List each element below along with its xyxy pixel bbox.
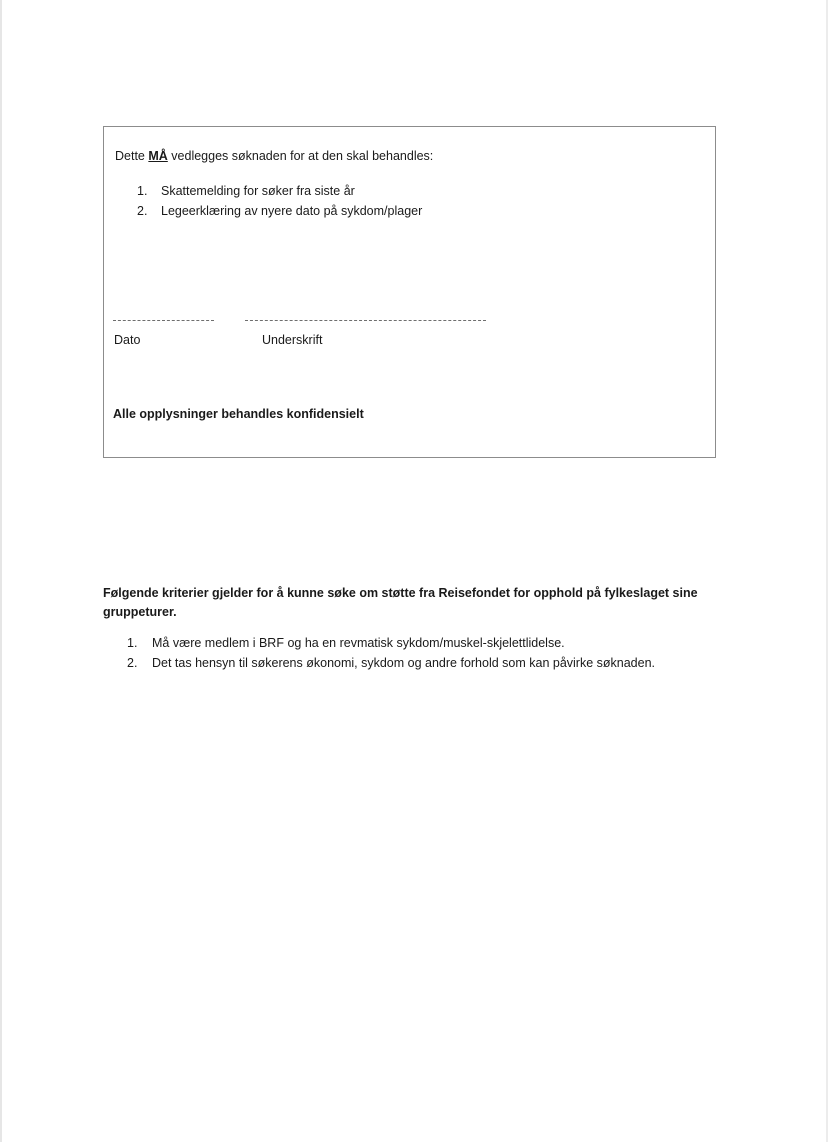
- list-item: [137, 204, 422, 224]
- list-item-text: Må være medlem i BRF og ha en revmatisk sykdom/muskel-skjelettlidelse.: [152, 636, 565, 650]
- list-item: [137, 184, 422, 204]
- list-item-number: 2.: [137, 204, 148, 218]
- signature-label: Underskrift: [262, 333, 323, 347]
- list-item-text: Det tas hensyn til søkerens økonomi, sykdom og andre forhold som kan påvirke søknaden.: [152, 656, 656, 670]
- attachment-requirements-box: [103, 126, 716, 458]
- criteria-heading: Følgende kriterier gjelder for å kunne søke om støtte fra Reisefondet for opphold på fylkeslaget sine gruppeturer.: [103, 586, 698, 619]
- confidential-note: Alle opplysninger behandles konfidensielt: [113, 407, 364, 421]
- signature-line: [245, 320, 486, 321]
- attachment-intro-after: vedlegges søknaden for at den skal behandles:: [167, 149, 434, 163]
- list-item: [127, 636, 655, 656]
- date-line: [113, 320, 214, 321]
- list-item-number: 1.: [137, 184, 148, 198]
- list-item-number: 2.: [127, 656, 138, 670]
- attachment-intro: [115, 149, 433, 163]
- date-label: Dato: [114, 333, 141, 347]
- attachment-intro-before: Dette: [115, 149, 149, 163]
- attachment-intro-emphasis: MÅ: [148, 149, 168, 163]
- list-item-number: 1.: [127, 636, 138, 650]
- page-left-edge: [0, 0, 2, 1142]
- list-item-text: Skattemelding for søker fra siste år: [161, 184, 355, 198]
- attachment-list: [137, 184, 422, 224]
- list-item-text: Legeerklæring av nyere dato på sykdom/plager: [161, 204, 423, 218]
- criteria-list: [127, 636, 655, 676]
- list-item: [127, 656, 655, 676]
